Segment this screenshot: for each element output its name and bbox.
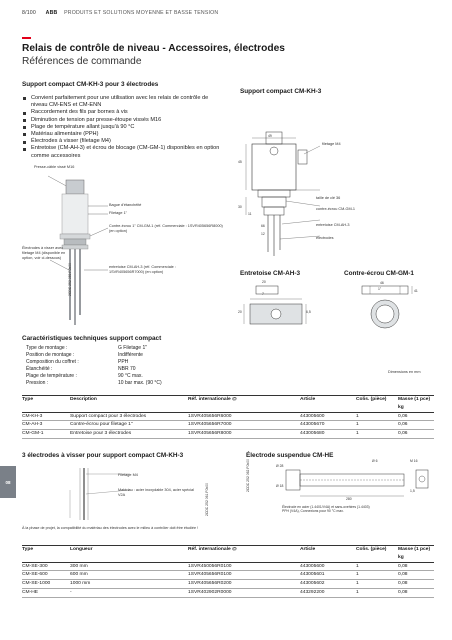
dim-label: M 16 [410,459,418,463]
cell-pack: 1 [356,430,398,439]
dim-label: 280 [346,497,352,501]
table-row [22,430,434,439]
thread-label: Filetage 1" [109,211,128,215]
electrodes-table [22,545,434,598]
spec-key: Pression : [26,380,49,387]
cell-article: 443292200 [300,588,356,597]
brand-name: ABB [45,10,58,16]
feature-item: Plage de température allant jusqu'à 90 °C [22,124,222,131]
feature-item: Raccordement des fils par bornes à vis [22,109,222,116]
cell-mass: 0,06 [398,430,434,439]
support-heading: Support compact CM-KH-3 pour 3 électrodes [22,81,159,88]
cell-length: - [70,588,188,597]
feature-item: Électrodes à visser (filetage M4) [22,138,222,145]
cell-length: 600 mm [70,571,188,580]
drawing-spacer-title: Entretoise CM-AH-3 [240,270,301,277]
dim-label: 6,5 [306,310,311,314]
col-header: Réf. internationale @ [188,546,300,554]
material-label: Matériau : acier inoxydable 304, acier spécial V2A [118,488,194,497]
spec-key: Type de montage : [26,345,68,351]
col-header: Masse (1 pce) [398,396,434,404]
dim-label: 7 [262,292,264,296]
cell-description: Contre-écrou pour filetage 1" [70,421,188,430]
unit-row [22,554,434,562]
col-header: Description [70,396,188,404]
cell-mass: 0,06 [398,412,434,421]
unit-row [22,404,434,412]
cell-ref: 1SVR405656R0100 [188,571,300,580]
hanging-drawing [270,462,440,502]
locknut-label: Contre-écrou 1" CM-GM-1 (réf. Commerciale : 1SVR405656R8000) (en option) [109,224,223,233]
compact-drawing [244,124,314,264]
col-header: Type [22,396,70,404]
nut-label: contre-écrou CM-GM-1 [316,207,356,211]
cell-mass: 0,08 [398,580,434,589]
title-accent-bar [22,37,31,39]
cell-description: Entretoise pour 3 électrodes [70,430,188,439]
cell-article: 443005602 [300,580,356,589]
cell-article: 443005600 [300,412,356,421]
spec-key: Composition du coffret : [26,359,79,366]
dim-label: 41 [414,289,418,293]
dim-label: 49 [268,134,272,138]
cell-type: CM-SE-300 [22,562,70,571]
cell-length: 1000 mm [70,580,188,589]
electrodes-drawing-label: électrodes [316,236,334,240]
header-section: PRODUITS ET SOLUTIONS MOYENNE ET BASSE TENSION [64,10,219,16]
table-row [22,571,434,580]
page-header [22,10,218,16]
drawing-nut-title: Contre-écrou CM-GM-1 [344,270,414,277]
col-header: Longueur [70,546,188,554]
spec-row [26,345,162,352]
cell-mass: 0,06 [398,421,434,430]
col-header: Article [300,546,356,554]
dim-label: Ø 28 [276,464,284,468]
dim-label: 11 [248,212,252,216]
dim-label: 45 [238,160,242,164]
unit-kg: kg [398,404,434,412]
col-header: Réf. internationale @ [188,396,300,404]
spec-key: Position de montage : [26,352,75,359]
spec-key: Étanchéité : [26,366,53,373]
specs-heading: Caractéristiques techniques support compact [22,335,162,342]
dim-label: 12 [261,232,265,236]
spacer-drawing-label: entretoise CM-AH-3 [316,223,350,227]
cell-pack: 1 [356,421,398,430]
cell-ref: 1SVR405656R7000 [188,421,300,430]
dimensions-note: Dimensions en mm [388,370,421,374]
dim-label: 46 [380,281,384,285]
table-row [22,588,434,597]
table-row [22,412,434,421]
drawing-compact-title: Support compact CM-KH-3 [240,88,322,95]
spec-row [26,380,162,387]
dim-label: Ø 6 [372,459,378,463]
col-header: Masse (1 pce) [398,546,434,554]
cell-mass: 0,08 [398,571,434,580]
key-label: taille de clé 36 [316,196,341,200]
feature-item: Entretoise (CM-AH-3) et écrou de blocage (CM-GM-1) disponibles en option comme accessoires [22,145,222,159]
cell-type: CM-AH-3 [22,421,70,430]
cell-ref: 1SVR402902R0000 [188,588,300,597]
electrodes-heading: 3 électrodes à visser pour support compact CM-KH-3 [22,452,184,459]
table-header-row [22,546,434,554]
spacer-label: entretoise CM-AH-3 (réf. Commerciale : 1SVR405656R7000) (en option) [109,265,176,274]
cell-length: 300 mm [70,562,188,571]
cell-description: Support compact pour 3 électrodes [70,412,188,421]
cell-pack: 1 [356,412,398,421]
cell-article: 443005670 [300,421,356,430]
cell-mass: 0,08 [398,562,434,571]
spec-value: 10 bar max. (90 °C) [118,380,162,387]
m4-label: filetage M4 [322,142,341,146]
hanging-code: 2CDC 252 062 F0b00 [246,459,250,492]
feature-item: Convient parfaitement pour une utilisation avec les relais de contrôle de niveau CM-ENS et CM-ENN [22,95,222,109]
electrodes-label: Électrodes à visser avec filetage M4 (disponible en option, voir ci-dessous) [22,246,66,260]
cell-type: CM-SE-600 [22,571,70,580]
cell-ref: 1SVR405656R8000 [188,430,300,439]
table-row [22,421,434,430]
dim-label: 20 [262,280,266,284]
unit-kg: kg [398,554,434,562]
dim-label: 66 [261,224,265,228]
cell-pack: 1 [356,588,398,597]
cell-type: CM-KH-3 [22,412,70,421]
spec-row [26,373,162,380]
cell-type: CM-SE-1000 [22,580,70,589]
dim-label: 20 [238,310,242,314]
table-row [22,580,434,589]
col-header: Type [22,546,70,554]
accessories-table [22,395,434,439]
cell-type: CM-HE [22,588,70,597]
cell-article: 443005601 [300,571,356,580]
dim-label: Ø 18 [276,484,284,488]
hanging-heading: Électrode suspendue CM-HE [246,452,334,459]
m4-thread-label: Filetage M4 [118,473,138,477]
dim-label: 1" [378,287,382,291]
dim-label: 30 [238,205,242,209]
spec-value: NBR 70 [118,366,136,373]
cell-ref: 1SVR405656R6000 [188,412,300,421]
spec-value: PPH [118,359,129,366]
spec-value: G Filetage 1" [118,345,148,351]
spec-row [26,352,162,359]
cell-pack: 1 [356,571,398,580]
cell-pack: 1 [356,562,398,571]
table-header-row [22,396,434,404]
gland-label: Presse-câble vissé M16 [34,165,75,169]
cell-pack: 1 [356,580,398,589]
spacer-drawing [240,282,310,332]
col-header: Colis. (pièce) [356,546,398,554]
page-subtitle: Références de commande [22,56,142,67]
cell-article: 443005600 [300,562,356,571]
spec-value: 90 °C max. [118,373,143,380]
photo-code: 2CDC 252 059 F0b00 [68,263,72,296]
spec-value: Indifférente [118,352,143,359]
spec-key: Plage de température : [26,373,77,380]
chapter-tab: 08 [0,466,16,498]
seal-label: Bague d'étanchéité [109,203,142,207]
page-title: Relais de contrôle de niveau - Accessoires, électrodes [22,43,285,54]
cell-type: CM-GM-1 [22,430,70,439]
col-header: Article [300,396,356,404]
feature-list [22,95,222,160]
cell-mass: 0,08 [398,588,434,597]
dim-label: 1,5 [410,489,415,493]
page-number: 8/100 [22,10,36,16]
feature-item: Matériau alimentaire (PPH) [22,131,222,138]
electrodes-code: 2CDC 252 061 F0b00 [205,483,209,516]
col-header: Colis. (pièce) [356,396,398,404]
cell-ref: 1SVR405656R0200 [188,580,300,589]
feature-item: Diminution de tension par presse-étoupe vissés M16 [22,117,222,124]
nut-drawing [350,282,420,332]
specs-list [26,345,162,388]
spec-row [26,366,162,373]
hanging-material: Électrode en acier (1.4401/V4A) et sans-ovehires (1.4403) PPH (V4A), Connexions pour 90 °C max. [282,505,370,514]
compatibility-note: À la phase de projet, la compatibilité du matériau des électrodes avec le milieu à contrôler doit être étudiée ! [22,526,199,530]
cell-ref: 1SVR450056R0100 [188,562,300,571]
cell-article: 443005680 [300,430,356,439]
table-row [22,562,434,571]
